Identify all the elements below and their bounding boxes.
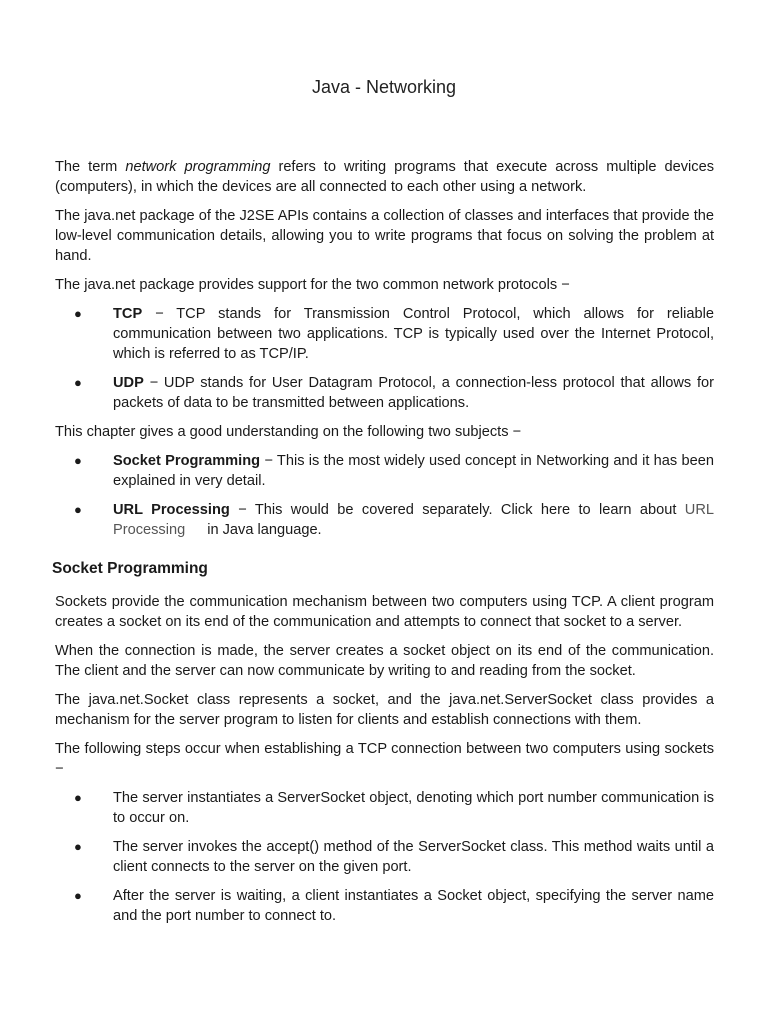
steps-list bbox=[55, 788, 714, 926]
url-processing-link[interactable]: URL Processing bbox=[113, 502, 714, 538]
bullet-icon: ● bbox=[74, 790, 82, 805]
intro-paragraph-2: The java.net package of the J2SE APIs contains a collection of classes and interfaces that provide the low-level communication details, allowing you to write programs that focus on solving the problem at hand. bbox=[55, 208, 714, 264]
document-body bbox=[52, 157, 715, 935]
list-item: ● The server instantiates a ServerSocket object, denoting which port number communication is to occur on. bbox=[74, 790, 714, 826]
subjects-intro: This chapter gives a good understanding on the following two subjects − bbox=[55, 424, 522, 440]
socket-paragraph-3: The java.net.Socket class represents a socket, and the java.net.ServerSocket class provides a mechanism for the server program to listen for clients and establish connections with them. bbox=[55, 692, 714, 728]
socket-paragraph-1: Sockets provide the communication mechanism between two computers using TCP. A client program creates a socket on its end of the communication and attempts to connect that socket to a server. bbox=[55, 594, 714, 630]
network-programming-term: network programming bbox=[125, 159, 271, 175]
subjects-list bbox=[55, 451, 714, 540]
intro-paragraph-1: The term network programming refers to writing programs that execute across multiple devices (computers), in which the devices are all connected to each other using a network. bbox=[55, 159, 715, 195]
list-item: ● Socket Programming − This is the most widely used concept in Networking and it has been explained in very detail. bbox=[74, 453, 714, 489]
list-item: ● TCP − TCP stands for Transmission Control Protocol, which allows for reliable communication between two applications. TCP is typically used over the Internet Protocol, which is referred to as TCP/IP. bbox=[74, 306, 714, 362]
bullet-icon: ● bbox=[74, 888, 82, 903]
bullet-icon: ● bbox=[74, 502, 82, 517]
protocol-list bbox=[55, 304, 714, 413]
socket-paragraph-2: When the connection is made, the server creates a socket object on its end of the communication. The client and the server can now communicate by writing to and reading from the socket. bbox=[55, 643, 714, 679]
bullet-icon: ● bbox=[74, 306, 82, 321]
bullet-icon: ● bbox=[74, 839, 82, 854]
intro-paragraph-3: The java.net package provides support for the two common network protocols − bbox=[55, 277, 570, 293]
list-item: ● URL Processing − This would be covered separately. Click here to learn about URL Processing in Java language. bbox=[74, 502, 714, 538]
section-heading: Socket Programming bbox=[52, 560, 208, 577]
socket-paragraph-4: The following steps occur when establishing a TCP connection between two computers using sockets − bbox=[55, 741, 714, 777]
bullet-icon: ● bbox=[74, 453, 82, 468]
list-item: ● UDP − UDP stands for User Datagram Protocol, a connection-less protocol that allows for packets of data to be transmitted between applications. bbox=[74, 375, 714, 411]
bullet-icon: ● bbox=[74, 375, 82, 390]
list-item: ● The server invokes the accept() method of the ServerSocket class. This method waits until a client connects to the server on the given port. bbox=[74, 839, 714, 875]
page-title: Java - Networking bbox=[311, 77, 457, 97]
list-item: ● After the server is waiting, a client instantiates a Socket object, specifying the server name and the port number to connect to. bbox=[74, 888, 714, 924]
